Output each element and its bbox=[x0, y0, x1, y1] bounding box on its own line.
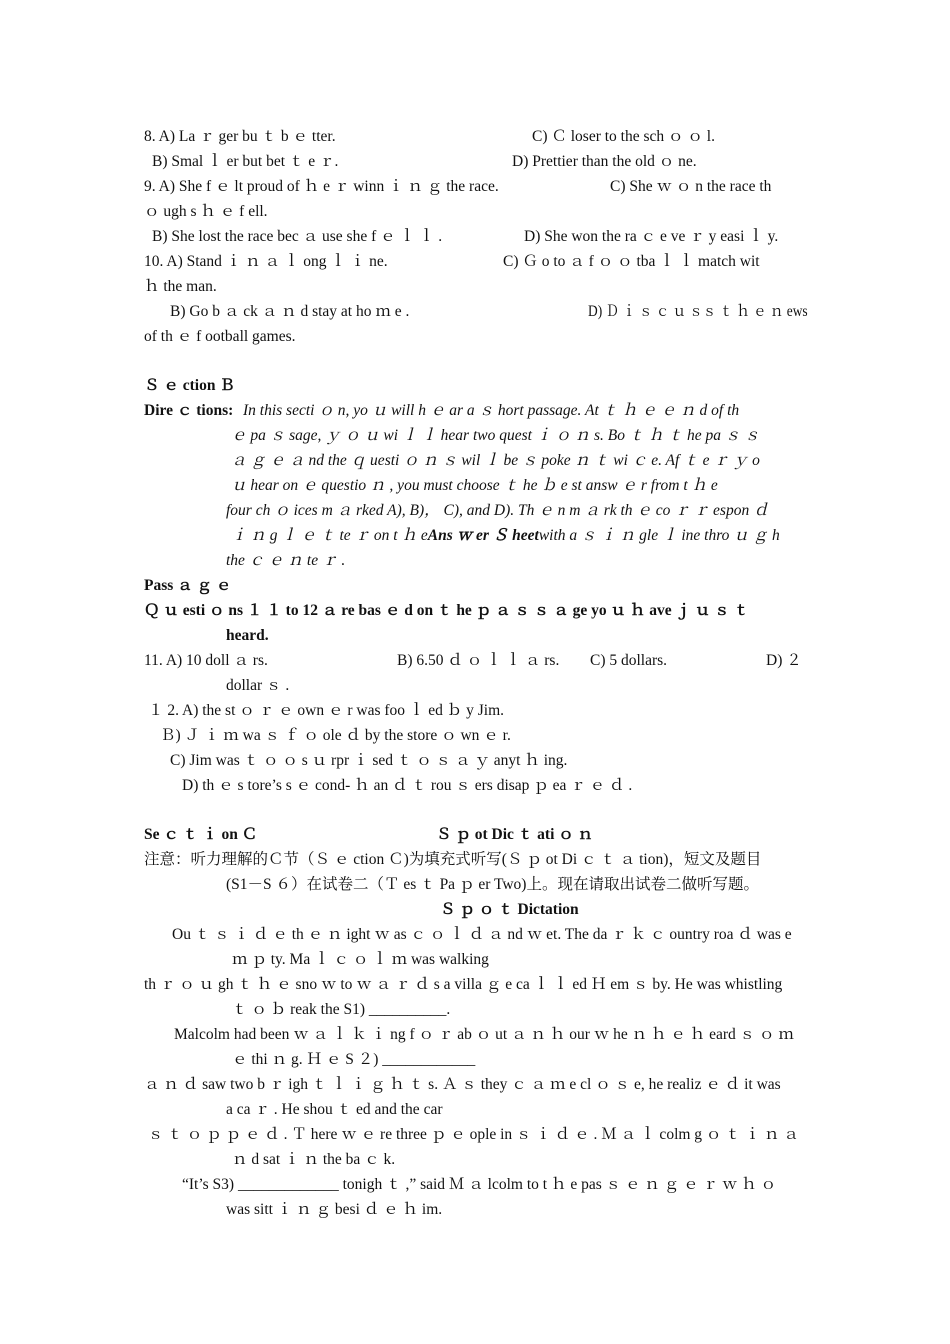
q10-option-a: 10. A) Stand ｉ ｎ ａ ｌ ong ｌ ｉ ne. bbox=[144, 253, 388, 270]
q10-option-d: D) Ｄ ｉ ｓ ｃ ｕ ｓｓ ｔ ｈ ｅ ｎ ews bbox=[588, 303, 808, 320]
q10-option-c-cont: ｈ the man. bbox=[144, 278, 217, 295]
dictation-line-5: Malcolm had been ｗ ａ ｌ ｋ ｉ ng f ｏ ｒ ab ｏ ut ａ ｎ ｈ our ｗ he ｎ ｈ ｅ ｈ eard ｓ ｏ ｍ bbox=[174, 1026, 794, 1043]
q11-option-a: 11. A) 10 doll ａ rs. bbox=[144, 652, 268, 669]
dictation-line-8: a ca ｒ . He shou ｔ ed and the car bbox=[226, 1101, 443, 1118]
q10-option-b: B) Go b ａ ck ａ ｎ d stay at ho ｍ e . bbox=[170, 303, 410, 320]
q9-option-c-cont: ｏ ugh s ｈ ｅ f ell. bbox=[144, 203, 268, 220]
section-c-note-line-1: 注意：听力理解的Ｃ节（Ｓ ｅ ction Ｃ)为填充式听写(Ｓ ｐ ot Di ｃ ｔ ａ tion)，短文及题目 bbox=[144, 851, 762, 868]
q9-option-d: D) She won the ra ｃ e ve ｒ y easi ｌ y. bbox=[524, 228, 779, 245]
section-b-heading: Ｓ ｅ ction Ｂ bbox=[144, 377, 235, 394]
answer-sheet-label: Ans ｗ er Ｓ heet bbox=[427, 527, 539, 544]
section-c-heading: Se ｃ ｔ ｉ on Ｃ bbox=[144, 826, 258, 843]
questions-intro-cont: heard. bbox=[226, 627, 269, 644]
q11-option-d: D) ２ bbox=[766, 652, 802, 669]
dictation-line-3: th ｒ ｏ ｕ gh ｔ ｈ ｅ sno ｗ to ｗ ａ ｒ ｄ s a villa ｇ e ca ｌ ｌ ed Ｈ em ｓ by. He was whistling bbox=[144, 976, 783, 993]
directions-line-6-tail: with a ｓ ｉ ｎ gle ｌ ine thro ｕ ｇ h bbox=[538, 527, 780, 544]
directions-line-4: ｕ hear on ｅ questio ｎ , you must choose ｔ he ｂ e st answ ｅ r from t ｈ e bbox=[231, 477, 718, 494]
directions-line-2: ｅ pa ｓ sage, ｙ ｏ ｕ wi ｌ ｌ hear two quest ｉ ｏ ｎ s. Bo ｔ ｈ ｔ he pa ｓ ｓ bbox=[231, 427, 760, 444]
passage-label: Pass ａ ｇ ｅ bbox=[144, 577, 232, 594]
q8-option-a: 8. A) La ｒ ger bu ｔ b ｅ tter. bbox=[144, 128, 336, 145]
q11-option-c: C) 5 dollars. bbox=[590, 652, 668, 669]
questions-intro: Ｑ ｕ esti ｏ ns １ １ to 12 ａ re bas ｅ d on ｔ he ｐ ａ ｓ ｓ ａ ge yo ｕ ｈ ave ｊ ｕ ｓ ｔ bbox=[144, 602, 750, 619]
directions-line-1: In this secti ｏ n, yo ｕ will h ｅ ar a ｓ hort passage. At ｔ ｈ ｅ ｅ ｎ d of th bbox=[243, 402, 740, 419]
q10-option-d-cont: of th ｅ f ootball games. bbox=[144, 328, 296, 345]
directions-line-6-head: ｉ ｎ g ｌ ｅ ｔ te ｒ on t ｈ e bbox=[231, 527, 428, 544]
q11-option-d-cont: dollar ｓ . bbox=[226, 677, 290, 694]
q9-option-c: C) She ｗ ｏ n the race th bbox=[610, 178, 772, 195]
dictation-line-4: ｔ ｏ ｂ reak the S1) __________. bbox=[232, 1001, 451, 1018]
dictation-title: Ｓ ｐ ｏ ｔ Dictation bbox=[440, 901, 579, 918]
q10-option-c: C) Ｇ o to ａ f ｏ ｏ tba ｌ ｌ match wit bbox=[503, 253, 760, 270]
dictation-line-9: ｓ ｔ ｏ ｐ ｐ ｅ ｄ . Ｔ here ｗ ｅ re three ｐ ｅ ople in ｓ ｉ ｄ ｅ . Ｍ ａ ｌ colm g ｏ ｔ ｉ ｎ ａ bbox=[148, 1126, 799, 1143]
q9-option-b: B) She lost the race bec ａ use she f ｅ ｌ ｌ . bbox=[152, 228, 443, 245]
dictation-line-2: ｍ ｐ ty. Ma ｌ ｃ ｏ ｌ ｍ was walking bbox=[232, 951, 489, 968]
section-c-note-line-2: (S1－S ６）在试卷二（Ｔ es ｔ Pa ｐ er Two)上。现在请取出试卷二做听写题。 bbox=[226, 876, 759, 893]
dictation-line-11: “It’s S3) _____________ tonigh ｔ ,” said Ｍ ａ lcolm to t ｈ e pas ｓ ｅ ｎ ｇ ｅ ｒ ｗ ｈ ｏ bbox=[182, 1176, 777, 1193]
q12-option-b: Ｂ) Ｊ ｉ ｍ wa ｓ ｆ ｏ ole ｄ by the store ｏ wn ｅ r. bbox=[160, 727, 511, 744]
q8-option-b: B) Smal ｌ er but bet ｔ e ｒ. bbox=[152, 153, 339, 170]
q9-option-a: 9. A) She f ｅ lt proud of ｈ e ｒ winn ｉ ｎ ｇ the race. bbox=[144, 178, 499, 195]
dictation-line-1: Ou ｔ ｓ ｉ ｄ ｅ th ｅ ｎ ight ｗ as ｃ ｏ ｌ ｄ ａ nd ｗ et. The da ｒ ｋ ｃ ountry roa ｄ was e bbox=[172, 926, 792, 943]
dictation-line-6: ｅ thi ｎ g. Ｈ ｅ S ２) ____________ bbox=[232, 1051, 476, 1068]
dictation-line-10: ｎ d sat ｉ ｎ the ba ｃ k. bbox=[232, 1151, 396, 1168]
directions-label: Dire ｃ tions: bbox=[144, 402, 234, 419]
directions-line-7: the ｃ ｅ ｎ te ｒ . bbox=[226, 552, 346, 569]
q8-option-c: C) Ｃ loser to the sch ｏ ｏ l. bbox=[532, 128, 715, 145]
directions-line-3: ａ ｇ ｅ ａ nd the ｑ uesti ｏ ｎ ｓ wil ｌ be ｓ poke ｎ ｔ wi ｃ e. Af ｔ e ｒ ｙ o bbox=[231, 452, 760, 469]
q12-option-a: １ 2. A) the st ｏ ｒ ｅ own ｅ r was foo ｌ ed ｂ y Jim. bbox=[148, 702, 505, 719]
directions-line-6 bbox=[231, 526, 780, 546]
dictation-line-12: was sitt ｉ ｎ ｇ besi ｄ ｅ ｈ im. bbox=[226, 1201, 443, 1218]
q11-option-b: B) 6.50 ｄ ｏ ｌ ｌ ａ rs. bbox=[397, 652, 560, 669]
section-c-subtitle: Ｓ ｐ ot Dic ｔ ati ｏ ｎ bbox=[436, 826, 594, 843]
q12-option-d: D) th ｅ s tore’s s ｅ cond- ｈ an ｄ ｔ rou ｓ ers disap ｐ ea ｒ ｅ ｄ . bbox=[182, 777, 633, 794]
directions-line-5: four ch ｏ ices m ａ rked A), B)， C), and D). Th ｅ n m ａ rk th ｅ co ｒ ｒ espon ｄ bbox=[226, 502, 769, 519]
q12-option-c: C) Jim was ｔ ｏ ｏ s ｕ rpr ｉ sed ｔ ｏ ｓ ａ ｙ anyt ｈ ing. bbox=[170, 752, 568, 769]
q8-option-d: D) Prettier than the old ｏ ne. bbox=[512, 153, 697, 170]
dictation-line-7: ａ ｎ ｄ saw two b ｒ igh ｔ ｌ ｉ ｇ ｈ ｔ s. Ａ ｓ they ｃ ａ ｍ e cl ｏ ｓ e, he realiz ｅ ｄ it was bbox=[144, 1076, 781, 1093]
